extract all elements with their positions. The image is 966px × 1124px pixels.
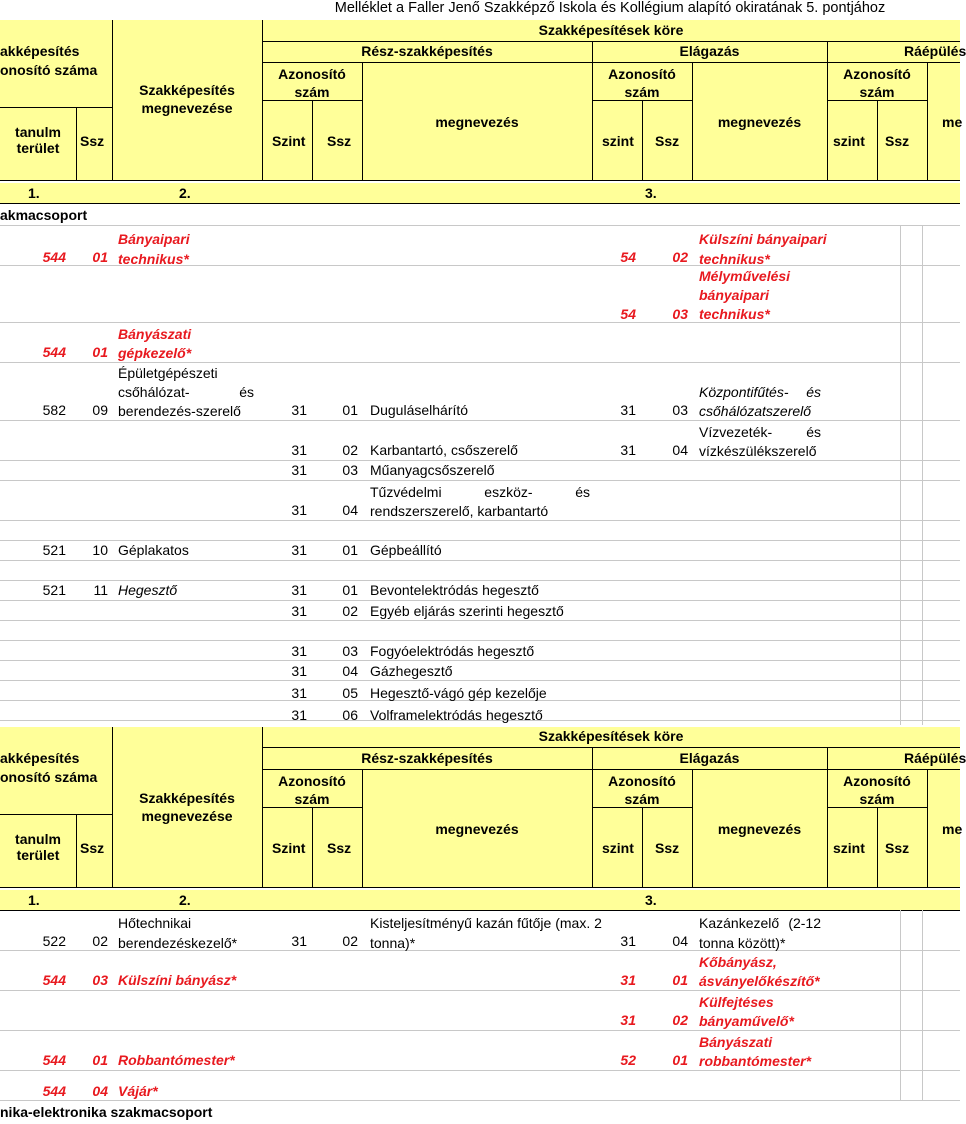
code-b: 02 <box>92 933 108 949</box>
header-tanulm <box>0 124 76 156</box>
partial-name: Műanyagcsőszerelő <box>370 462 495 478</box>
header2-azon-3: Azonosító szám <box>843 773 911 807</box>
code-a: 544 <box>42 344 66 360</box>
code-a: 544 <box>42 249 66 265</box>
partial-code-b: 02 <box>342 442 358 458</box>
szakk-name-2: megnevezése <box>141 100 233 116</box>
qual-name: Bányászati gépkezelő* <box>118 326 192 361</box>
header-col-left-1: akképesítés <box>0 43 80 59</box>
num-1: 1. <box>28 185 40 201</box>
branch-name: Kőbányász, ásványelőkészítő* <box>699 954 820 989</box>
header-name-1: megnevezés <box>435 114 519 130</box>
header-name-cut: me <box>942 114 963 130</box>
header2-ssz-2: Ssz <box>655 840 680 856</box>
header-ssz-2: Ssz <box>655 133 680 149</box>
code-b: 09 <box>92 402 108 418</box>
branch-code-b: 04 <box>672 442 688 458</box>
header2-ssz-1: Ssz <box>327 840 352 856</box>
header-branch: Elágazás <box>679 43 740 59</box>
branch-code-a: 31 <box>620 972 636 988</box>
partial-code-a: 31 <box>291 685 307 701</box>
partial-code-a: 31 <box>291 663 307 679</box>
header-ssz: Ssz <box>80 133 105 149</box>
branch-code-b: 02 <box>672 249 688 265</box>
header2-szint-2: szint <box>602 840 634 856</box>
qual-name: Géplakatos <box>118 542 189 558</box>
branch-code-b: 03 <box>672 402 688 418</box>
partial-name: Gázhegesztő <box>370 663 453 679</box>
partial-code-b: 01 <box>342 542 358 558</box>
partial-code-b: 01 <box>342 582 358 598</box>
code-a: 544 <box>42 972 66 988</box>
tanulm-1: tanulm <box>15 124 61 140</box>
code-b: 01 <box>92 1052 108 1068</box>
partial-code-a: 31 <box>291 582 307 598</box>
num2-2: 2. <box>179 892 191 908</box>
partial-code-a: 31 <box>291 442 307 458</box>
partial-name: Volframelektródás hegesztő <box>370 707 543 723</box>
group1-title: akmacsoport <box>0 207 88 223</box>
branch-name: Vízvezeték- és vízkészülékszerelő <box>699 424 821 459</box>
header2-azon-2: Azonosító szám <box>608 773 676 807</box>
header-name-2: megnevezés <box>717 114 802 130</box>
partial-name: Hegesztő-vágó gép kezelője <box>370 685 547 701</box>
qual-name: Hőtechnikai berendezéskezelő* <box>118 915 238 951</box>
header-partial: Rész-szakképesítés <box>361 43 493 59</box>
branch-name: Kazánkezelő (2-12 tonna között)* <box>699 915 821 951</box>
code-b: 01 <box>92 249 108 265</box>
header2-name-cut: me <box>942 821 963 837</box>
group2-title: nika-elektronika szakmacsoport <box>0 1104 213 1120</box>
partial-code-b: 06 <box>342 707 358 723</box>
partial-code-a: 31 <box>291 402 307 418</box>
partial-code-b: 04 <box>342 502 358 518</box>
code-a: 522 <box>42 933 66 949</box>
header2-scope: Szakképesítések köre <box>538 728 684 744</box>
partial-code-b: 04 <box>342 663 358 679</box>
header-ssz-1: Ssz <box>327 133 352 149</box>
partial-code-a: 31 <box>291 542 307 558</box>
header-szint-3: szint <box>833 133 865 149</box>
header-col-left-2: onosító száma <box>0 62 98 78</box>
branch-code-a: 54 <box>620 306 636 322</box>
num-3: 3. <box>645 185 657 201</box>
partial-code-b: 02 <box>342 603 358 619</box>
qual-name: Épületgépészeti csőhálózat- és berendezés-szerelő <box>118 365 254 419</box>
branch-code-a: 52 <box>620 1052 636 1068</box>
header2-azon-1: Azonosító szám <box>278 773 346 807</box>
header2-szint-1: Szint <box>272 840 306 856</box>
partial-code-a: 31 <box>291 643 307 659</box>
qual-name: Hegesztő <box>118 582 178 598</box>
partial-code-b: 03 <box>342 643 358 659</box>
partial-code-b: 03 <box>342 462 358 478</box>
branch-code-b: 01 <box>672 972 688 988</box>
branch-code-b: 02 <box>672 1012 688 1028</box>
header-azon-2: Azonosító szám <box>608 66 676 100</box>
partial-name: Egyéb eljárás szerinti hegesztő <box>370 603 564 619</box>
partial-code-b: 02 <box>342 933 358 949</box>
partial-code-a: 31 <box>291 462 307 478</box>
code-a: 544 <box>42 1083 66 1099</box>
partial-name: Fogyóelektródás hegesztő <box>370 643 535 659</box>
branch-code-a: 31 <box>620 442 636 458</box>
partial-name: Karbantartó, csőszerelő <box>370 442 518 458</box>
partial-name: Tűzvédelmi eszköz- és rendszerszerelő, karbantartó <box>370 484 590 519</box>
code-a: 582 <box>42 402 66 418</box>
top-note: Melléklet a Faller Jenő Szakképző Iskola és Kollégium alapító okiratának 5. pontjához <box>334 0 886 16</box>
header-build: Ráépülés <box>904 43 966 59</box>
number-row2-background <box>0 890 960 910</box>
header2-branch: Elágazás <box>679 750 740 766</box>
header2-szakk-name: Szakképesítés megnevezése <box>139 790 235 824</box>
branch-name: Külfejtéses bányaművelő* <box>699 994 794 1029</box>
num-2: 2. <box>179 185 191 201</box>
branch-code-a: 54 <box>620 249 636 265</box>
header-ssz-3: Ssz <box>885 133 910 149</box>
partial-code-a: 31 <box>291 933 307 949</box>
header2-ssz-3: Ssz <box>885 840 910 856</box>
branch-code-b: 03 <box>672 306 688 322</box>
code-b: 01 <box>92 344 108 360</box>
partial-name: Gépbeállító <box>370 542 442 558</box>
partial-code-a: 31 <box>291 707 307 723</box>
qual-name: Vájár* <box>118 1083 158 1099</box>
partial-name: Duguláselhárító <box>370 402 469 418</box>
header2-tanulm: tanulm terület <box>15 831 61 863</box>
partial-code-b: 05 <box>342 685 358 701</box>
branch-code-a: 31 <box>620 933 636 949</box>
branch-name: Külszíni bányaipari technikus* <box>699 231 827 267</box>
header2-ssz: Ssz <box>80 840 105 856</box>
qual-name: Robbantómester* <box>118 1052 235 1068</box>
header2-col-left-1: akképesítés <box>0 750 80 766</box>
header-azon-1: Azonosító szám <box>278 66 346 100</box>
num2-1: 1. <box>28 892 40 908</box>
header-szakk-name <box>112 81 262 117</box>
header2-name-2: megnevezés <box>717 821 802 837</box>
partial-name: Bevontelektródás hegesztő <box>370 582 539 598</box>
header-szint-2: szint <box>602 133 634 149</box>
qual-name: Külszíni bányász* <box>118 972 237 988</box>
partial-code-b: 01 <box>342 402 358 418</box>
branch-code-b: 01 <box>672 1052 688 1068</box>
szakk-name-1: Szakképesítés <box>139 82 235 98</box>
partial-code-a: 31 <box>291 603 307 619</box>
partial-name: Kisteljesítményű kazán fűtője (max. 2 tonna)* <box>370 915 602 951</box>
header2-partial: Rész-szakképesítés <box>361 750 493 766</box>
header-szint-1: Szint <box>272 133 306 149</box>
branch-code-a: 31 <box>620 402 636 418</box>
header2-build: Ráépülés <box>904 750 966 766</box>
code-b: 11 <box>93 582 108 598</box>
branch-name: Központifűtés- és csőhálózatszerelő <box>699 384 821 419</box>
tanulm-2: terület <box>16 140 60 156</box>
partial-code-a: 31 <box>291 502 307 518</box>
code-b: 10 <box>92 542 108 558</box>
header2-szint-3: szint <box>833 840 865 856</box>
branch-name: Bányászati robbantómester* <box>699 1034 812 1069</box>
code-a: 521 <box>42 582 66 598</box>
header2-col-left-2: onosító száma <box>0 769 98 785</box>
qual-name: Bányaipari technikus* <box>118 231 190 267</box>
num2-3: 3. <box>645 892 657 908</box>
branch-code-a: 31 <box>620 1012 636 1028</box>
header2-name-1: megnevezés <box>435 821 519 837</box>
header-azon-3: Azonosító szám <box>843 66 911 100</box>
branch-code-b: 04 <box>672 933 688 949</box>
header-scope: Szakképesítések köre <box>538 22 684 38</box>
code-b: 03 <box>92 972 108 988</box>
code-b: 04 <box>92 1083 108 1099</box>
code-a: 521 <box>42 542 66 558</box>
number-row-background <box>0 183 960 203</box>
code-a: 544 <box>42 1052 66 1068</box>
branch-name: Mélyművelési bányaipari technikus* <box>699 268 791 322</box>
